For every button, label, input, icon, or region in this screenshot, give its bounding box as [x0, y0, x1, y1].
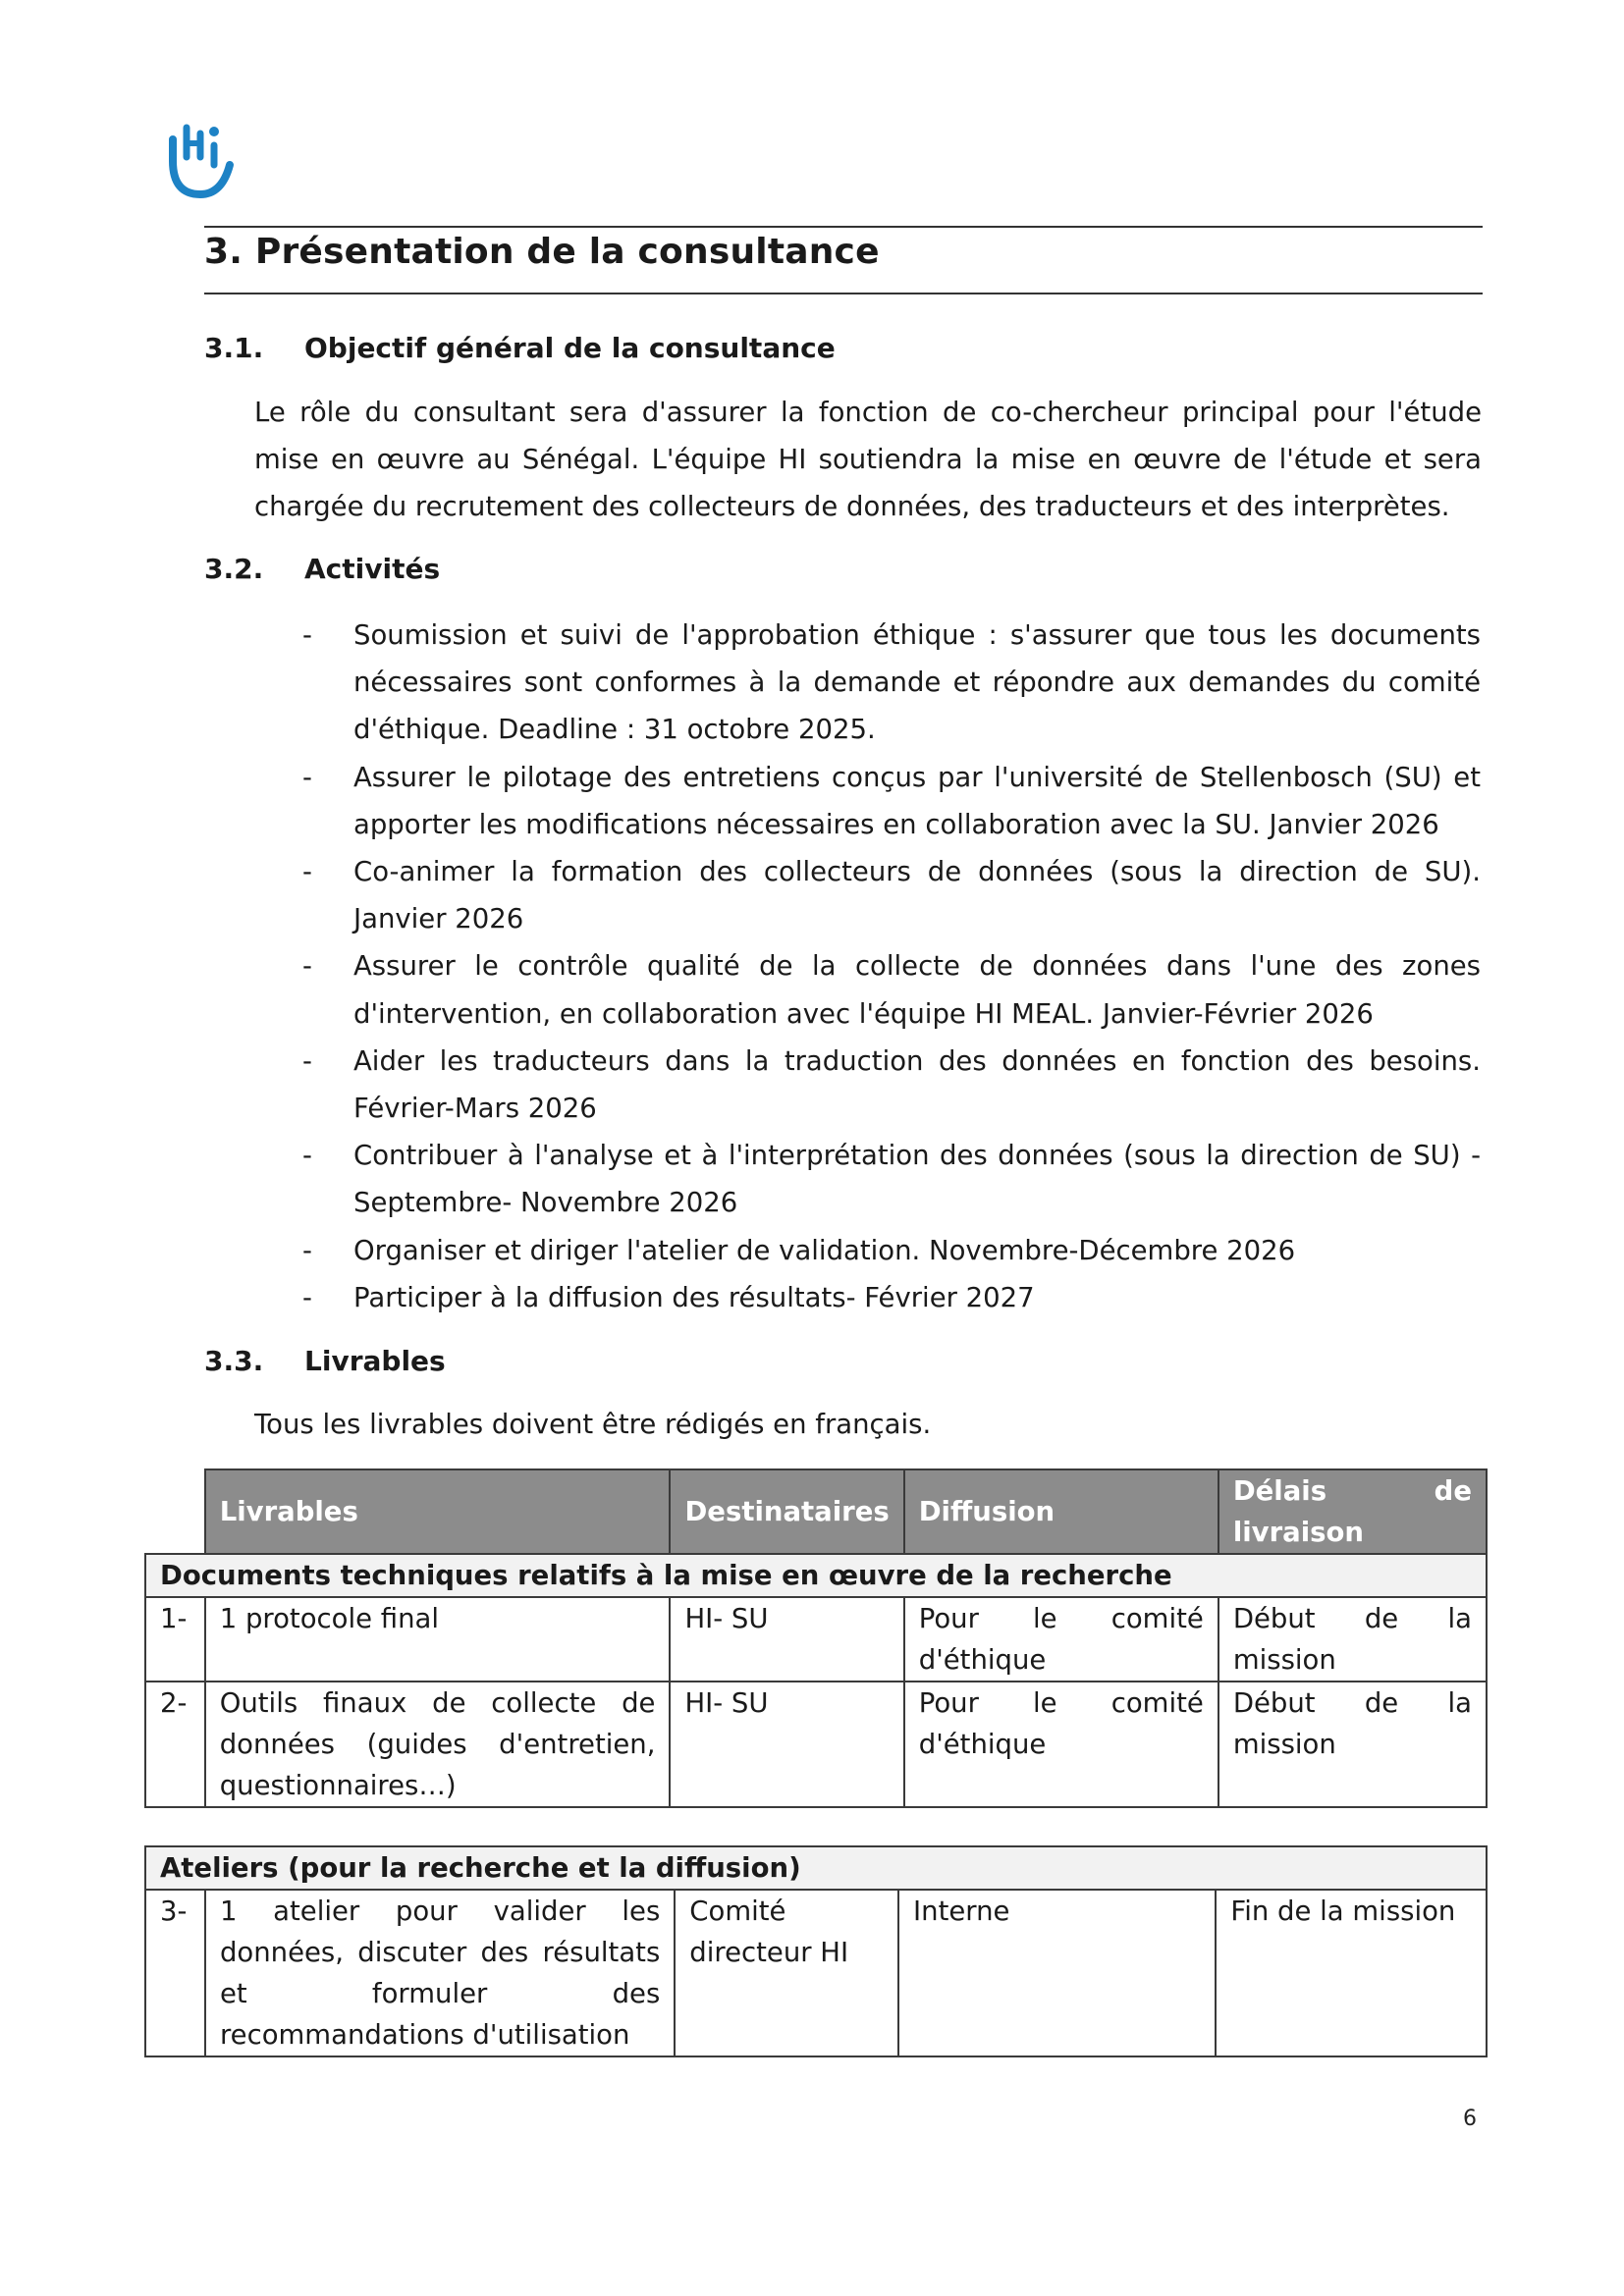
- subsection-heading-livrables: [204, 1345, 446, 1377]
- dash-bullet: -: [302, 1044, 312, 1077]
- subsection-heading-objectif: [204, 332, 836, 364]
- list-item: - Soumission et suivi de l'approbation éthique : s'assurer que tous les documents nécessaires sont conformes à la demande et répondre aux demandes du comité d'éthique. Deadline : 31 octobre 2025.: [302, 612, 1481, 754]
- group-title: Documents techniques relatifs à la mise en œuvre de la recherche: [145, 1554, 1487, 1597]
- heading-top-rule: [204, 226, 1483, 228]
- table-row: [145, 1597, 1487, 1682]
- cell-livrable: Outils finaux de collecte de données (guides d'entretien, questionnaires…): [205, 1682, 671, 1807]
- page-number: 6: [1463, 2107, 1477, 2131]
- section-title: 3. Présentation de la consultance: [204, 232, 880, 272]
- dash-bullet: -: [302, 856, 312, 888]
- subsection-number: 3.1.: [204, 332, 264, 364]
- table-group-row: [145, 1846, 1487, 1890]
- cell-destinataires: HI- SU: [670, 1682, 903, 1807]
- column-header-livrables: Livrables: [205, 1469, 671, 1554]
- table-row: [145, 1890, 1487, 2056]
- hi-hand-logo-icon: [165, 120, 238, 200]
- cell-livrable: 1 atelier pour valider les données, discuter des résultats et formuler des recommandations d'utilisation: [205, 1890, 675, 2056]
- list-item: - Organiser et diriger l'atelier de validation. Novembre-Décembre 2026: [302, 1227, 1481, 1274]
- list-item: - Aider les traducteurs dans la traduction des données en fonction des besoins. Février-Mars 2026: [302, 1038, 1481, 1132]
- header-blank-cell: [145, 1469, 205, 1554]
- dash-bullet: -: [302, 1281, 312, 1313]
- list-item: - Co-animer la formation des collecteurs de données (sous la direction de SU). Janvier 2026: [302, 848, 1481, 942]
- table-header-row: [145, 1469, 1487, 1554]
- row-number: 1-: [145, 1597, 205, 1682]
- list-item: - Participer à la diffusion des résultats- Février 2027: [302, 1274, 1481, 1321]
- subsection-number: 3.3.: [204, 1345, 264, 1377]
- subsection-title: Objectif général de la consultance: [304, 332, 836, 364]
- dash-bullet: -: [302, 619, 312, 651]
- cell-livrable: 1 protocole final: [205, 1597, 671, 1682]
- subsection-number: 3.2.: [204, 553, 264, 585]
- cell-delais: Début de la mission: [1218, 1682, 1487, 1807]
- cell-diffusion: Interne: [898, 1890, 1216, 2056]
- list-item: - Assurer le contrôle qualité de la collecte de données dans l'une des zones d'intervention, en collaboration avec l'équipe HI MEAL. Janvier-Février 2026: [302, 942, 1481, 1037]
- workshops-table: [144, 1845, 1488, 2057]
- group-title: Ateliers (pour la recherche et la diffusion): [145, 1846, 1487, 1890]
- dash-bullet: -: [302, 761, 312, 793]
- cell-diffusion: Pour le comité d'éthique: [904, 1682, 1218, 1807]
- subsection-title: Livrables: [304, 1345, 446, 1377]
- column-header-diffusion: Diffusion: [904, 1469, 1218, 1554]
- table-group-row: [145, 1554, 1487, 1597]
- cell-diffusion: Pour le comité d'éthique: [904, 1597, 1218, 1682]
- subsection-title: Activités: [304, 553, 441, 585]
- objectif-paragraph: Le rôle du consultant sera d'assurer la fonction de co-chercheur principal pour l'étude mise en œuvre au Sénégal. L'équipe HI soutiendra la mise en œuvre de l'étude et sera chargée du recrutement des collecteurs de données, des traducteurs et des interprètes.: [254, 397, 1482, 522]
- heading-bottom-rule: [204, 293, 1483, 294]
- dash-bullet: -: [302, 950, 312, 983]
- row-number: 3-: [145, 1890, 205, 2056]
- row-number: 2-: [145, 1682, 205, 1807]
- cell-delais: Fin de la mission: [1216, 1890, 1487, 2056]
- list-item: - Contribuer à l'analyse et à l'interprétation des données (sous la direction de SU) - Septembre- Novembre 2026: [302, 1132, 1481, 1226]
- table-row: [145, 1682, 1487, 1807]
- subsection-heading-activites: [204, 553, 440, 585]
- list-item: - Assurer le pilotage des entretiens conçus par l'université de Stellenbosch (SU) et apporter les modifications nécessaires en collaboration avec la SU. Janvier 2026: [302, 754, 1481, 848]
- deliverables-table: [144, 1468, 1488, 1808]
- column-header-delais: Délais de livraison: [1218, 1469, 1487, 1554]
- cell-destinataires: HI- SU: [670, 1597, 903, 1682]
- activities-list: [302, 612, 1481, 1321]
- dash-bullet: -: [302, 1140, 312, 1172]
- column-header-destinataires: Destinataires: [670, 1469, 903, 1554]
- livrables-intro: Tous les livrables doivent être rédigés en français.: [254, 1409, 932, 1440]
- cell-delais: Début de la mission: [1218, 1597, 1487, 1682]
- dash-bullet: -: [302, 1234, 312, 1266]
- cell-destinataires: Comité directeur HI: [675, 1890, 898, 2056]
